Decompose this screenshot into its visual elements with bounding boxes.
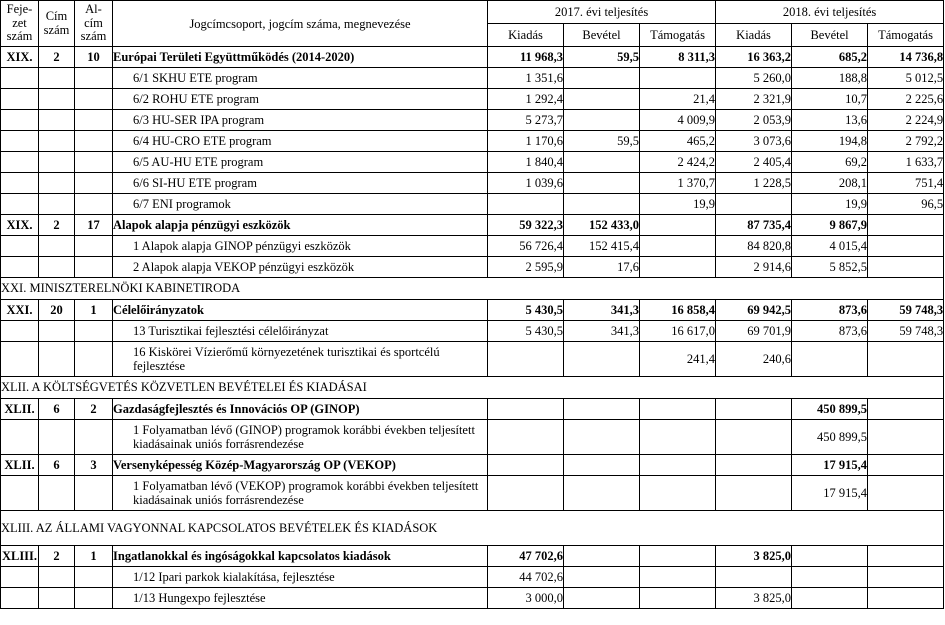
row-fejezet: XLII. xyxy=(1,455,39,476)
row-2017-tamogatas: 8 311,3 xyxy=(640,47,716,68)
row-2017-tamogatas xyxy=(640,588,716,609)
section-heading: XLII. A KÖLTSÉGVETÉS KÖZVETLEN BEVÉTELEI ÉS KIADÁSAI xyxy=(1,377,944,399)
header-alcim-l2: cím xyxy=(84,15,103,30)
row-cim xyxy=(39,588,75,609)
row-2017-kiadas xyxy=(488,194,564,215)
row-2017-tamogatas xyxy=(640,215,716,236)
header-2017-kiadas: Kiadás xyxy=(488,24,564,47)
header-group-2017: 2017. évi teljesítés xyxy=(488,1,716,24)
row-title: Alapok alapja pénzügyi eszközök xyxy=(113,215,488,236)
row-2018-kiadas xyxy=(716,476,792,511)
row-cim xyxy=(39,321,75,342)
row-alcim xyxy=(75,342,113,377)
row-title: 6/4 HU-CRO ETE program xyxy=(113,131,488,152)
row-cim xyxy=(39,476,75,511)
header-alcim-l1: Al- xyxy=(85,1,102,16)
table-row xyxy=(1,588,944,609)
row-cim xyxy=(39,342,75,377)
header-fejezet xyxy=(1,1,39,47)
row-2018-tamogatas xyxy=(868,546,944,567)
row-title: 1 Alapok alapja GINOP pénzügyi eszközök xyxy=(113,236,488,257)
table-row xyxy=(1,321,944,342)
row-2017-kiadas xyxy=(488,420,564,455)
row-2017-kiadas: 1 039,6 xyxy=(488,173,564,194)
row-2018-kiadas: 1 228,5 xyxy=(716,173,792,194)
row-title: Európai Területi Együttműködés (2014-2020) xyxy=(113,47,488,68)
table-row xyxy=(1,476,944,511)
row-2018-bevetel: 450 899,5 xyxy=(792,420,868,455)
row-2017-tamogatas xyxy=(640,476,716,511)
row-fejezet xyxy=(1,567,39,588)
row-2017-tamogatas: 4 009,9 xyxy=(640,110,716,131)
row-title: 1/13 Hungexpo fejlesztése xyxy=(113,588,488,609)
table-row xyxy=(1,300,944,321)
row-fejezet xyxy=(1,476,39,511)
row-alcim: 1 xyxy=(75,546,113,567)
row-title: 6/2 ROHU ETE program xyxy=(113,89,488,110)
table-row xyxy=(1,236,944,257)
row-2017-bevetel xyxy=(564,476,640,511)
row-cim xyxy=(39,194,75,215)
row-2017-kiadas: 5 273,7 xyxy=(488,110,564,131)
table-body xyxy=(1,47,944,609)
row-2018-bevetel: 208,1 xyxy=(792,173,868,194)
row-2017-bevetel xyxy=(564,173,640,194)
row-2017-bevetel xyxy=(564,399,640,420)
row-2018-bevetel: 10,7 xyxy=(792,89,868,110)
row-2018-kiadas xyxy=(716,194,792,215)
row-alcim xyxy=(75,68,113,89)
row-alcim xyxy=(75,420,113,455)
row-fejezet xyxy=(1,588,39,609)
row-2018-bevetel: 194,8 xyxy=(792,131,868,152)
row-2018-bevetel xyxy=(792,546,868,567)
row-cim xyxy=(39,152,75,173)
row-fejezet: XIX. xyxy=(1,215,39,236)
row-2017-tamogatas: 21,4 xyxy=(640,89,716,110)
row-2017-kiadas xyxy=(488,455,564,476)
row-cim xyxy=(39,236,75,257)
header-fejezet-l3: szám xyxy=(6,29,33,44)
row-fejezet: XLII. xyxy=(1,399,39,420)
header-group-2018: 2018. évi teljesítés xyxy=(716,1,944,24)
row-2017-tamogatas: 16 617,0 xyxy=(640,321,716,342)
table-row xyxy=(1,89,944,110)
row-fejezet xyxy=(1,131,39,152)
row-2017-bevetel: 152 433,0 xyxy=(564,215,640,236)
row-2018-bevetel: 188,8 xyxy=(792,68,868,89)
row-2018-bevetel: 17 915,4 xyxy=(792,476,868,511)
header-2018-bevetel: Bevétel xyxy=(792,24,868,47)
row-2018-bevetel: 13,6 xyxy=(792,110,868,131)
row-2018-kiadas xyxy=(716,420,792,455)
table-row xyxy=(1,342,944,377)
row-title: 2 Alapok alapja VEKOP pénzügyi eszközök xyxy=(113,257,488,278)
row-title: 13 Turisztikai fejlesztési célelőirányzat xyxy=(113,321,488,342)
row-2017-tamogatas: 1 370,7 xyxy=(640,173,716,194)
row-2018-tamogatas: 2 224,9 xyxy=(868,110,944,131)
row-cim xyxy=(39,173,75,194)
row-2017-tamogatas: 2 424,2 xyxy=(640,152,716,173)
row-2017-tamogatas xyxy=(640,257,716,278)
row-alcim: 3 xyxy=(75,455,113,476)
row-2017-kiadas xyxy=(488,476,564,511)
row-fejezet xyxy=(1,342,39,377)
row-2018-bevetel xyxy=(792,567,868,588)
row-2017-bevetel xyxy=(564,194,640,215)
row-fejezet xyxy=(1,110,39,131)
header-2017-bevetel: Bevétel xyxy=(564,24,640,47)
row-2018-tamogatas: 96,5 xyxy=(868,194,944,215)
row-alcim xyxy=(75,89,113,110)
row-alcim xyxy=(75,131,113,152)
row-alcim xyxy=(75,257,113,278)
row-2018-kiadas: 2 405,4 xyxy=(716,152,792,173)
row-alcim xyxy=(75,567,113,588)
table-row xyxy=(1,215,944,236)
row-2018-tamogatas xyxy=(868,236,944,257)
row-2018-kiadas: 69 701,9 xyxy=(716,321,792,342)
row-fejezet: XIX. xyxy=(1,47,39,68)
row-2017-kiadas: 5 430,5 xyxy=(488,321,564,342)
header-fejezet-l2: zet xyxy=(12,15,27,30)
row-2017-tamogatas xyxy=(640,546,716,567)
table-row xyxy=(1,152,944,173)
row-2017-bevetel: 59,5 xyxy=(564,47,640,68)
row-2017-bevetel xyxy=(564,546,640,567)
row-cim xyxy=(39,420,75,455)
row-2018-bevetel: 9 867,9 xyxy=(792,215,868,236)
row-2018-bevetel xyxy=(792,342,868,377)
row-2018-bevetel: 4 015,4 xyxy=(792,236,868,257)
row-title: 1 Folyamatban lévő (GINOP) programok korábbi években teljesített kiadásainak uniós forrásrendezése xyxy=(113,420,488,455)
row-2017-tamogatas: 241,4 xyxy=(640,342,716,377)
row-cim xyxy=(39,567,75,588)
row-2018-bevetel xyxy=(792,588,868,609)
row-2018-kiadas: 87 735,4 xyxy=(716,215,792,236)
header-cim xyxy=(39,1,75,47)
row-2018-tamogatas xyxy=(868,455,944,476)
row-2017-bevetel xyxy=(564,342,640,377)
row-title: Célelőirányzatok xyxy=(113,300,488,321)
row-cim: 2 xyxy=(39,546,75,567)
table-row xyxy=(1,399,944,420)
row-2017-tamogatas xyxy=(640,399,716,420)
row-2018-kiadas: 2 321,9 xyxy=(716,89,792,110)
row-2018-kiadas xyxy=(716,399,792,420)
header-fejezet-l1: Feje- xyxy=(6,1,33,16)
row-2018-bevetel: 685,2 xyxy=(792,47,868,68)
row-2018-tamogatas xyxy=(868,420,944,455)
row-2018-kiadas: 3 825,0 xyxy=(716,546,792,567)
row-2017-tamogatas: 19,9 xyxy=(640,194,716,215)
header-alcim xyxy=(75,1,113,47)
row-2017-bevetel: 17,6 xyxy=(564,257,640,278)
row-2018-kiadas: 3 825,0 xyxy=(716,588,792,609)
row-2017-kiadas: 1 292,4 xyxy=(488,89,564,110)
row-fejezet xyxy=(1,68,39,89)
row-cim: 6 xyxy=(39,399,75,420)
row-2017-bevetel: 152 415,4 xyxy=(564,236,640,257)
row-2017-kiadas: 1 351,6 xyxy=(488,68,564,89)
row-title: Versenyképesség Közép-Magyarország OP (VEKOP) xyxy=(113,455,488,476)
row-2018-kiadas xyxy=(716,455,792,476)
section-heading: XLIII. AZ ÁLLAMI VAGYONNAL KAPCSOLATOS BEVÉTELEK ÉS KIADÁSOK xyxy=(1,511,944,546)
row-2017-bevetel xyxy=(564,110,640,131)
row-fejezet: XLIII. xyxy=(1,546,39,567)
row-2017-bevetel xyxy=(564,89,640,110)
row-2018-tamogatas xyxy=(868,476,944,511)
row-2018-tamogatas xyxy=(868,215,944,236)
row-fejezet xyxy=(1,152,39,173)
row-2018-tamogatas xyxy=(868,342,944,377)
row-2018-tamogatas xyxy=(868,257,944,278)
row-cim: 2 xyxy=(39,215,75,236)
row-cim: 2 xyxy=(39,47,75,68)
row-alcim: 17 xyxy=(75,215,113,236)
table-row xyxy=(1,68,944,89)
row-alcim xyxy=(75,236,113,257)
row-fejezet xyxy=(1,194,39,215)
row-2018-kiadas: 2 914,6 xyxy=(716,257,792,278)
row-2018-bevetel: 873,6 xyxy=(792,321,868,342)
row-2017-kiadas: 56 726,4 xyxy=(488,236,564,257)
row-alcim: 2 xyxy=(75,399,113,420)
row-2018-tamogatas xyxy=(868,567,944,588)
row-2018-kiadas: 84 820,8 xyxy=(716,236,792,257)
header-cim-l2: szám xyxy=(43,22,70,37)
row-2017-kiadas: 11 968,3 xyxy=(488,47,564,68)
row-2017-kiadas: 59 322,3 xyxy=(488,215,564,236)
row-2018-tamogatas: 2 225,6 xyxy=(868,89,944,110)
row-2018-kiadas: 16 363,2 xyxy=(716,47,792,68)
header-2017-tamogatas: Támogatás xyxy=(640,24,716,47)
row-2017-bevetel xyxy=(564,68,640,89)
row-cim: 20 xyxy=(39,300,75,321)
row-2017-tamogatas xyxy=(640,68,716,89)
row-alcim xyxy=(75,476,113,511)
row-2017-tamogatas: 16 858,4 xyxy=(640,300,716,321)
row-title: 6/7 ENI programok xyxy=(113,194,488,215)
row-2018-kiadas: 5 260,0 xyxy=(716,68,792,89)
row-2018-bevetel: 5 852,5 xyxy=(792,257,868,278)
row-cim xyxy=(39,131,75,152)
row-alcim xyxy=(75,321,113,342)
row-2017-kiadas: 3 000,0 xyxy=(488,588,564,609)
row-fejezet xyxy=(1,89,39,110)
row-2017-kiadas: 47 702,6 xyxy=(488,546,564,567)
header-2018-kiadas: Kiadás xyxy=(716,24,792,47)
row-2018-tamogatas: 59 748,3 xyxy=(868,321,944,342)
row-title: 1/12 Ipari parkok kialakítása, fejlesztése xyxy=(113,567,488,588)
row-fejezet: XXI. xyxy=(1,300,39,321)
row-2017-bevetel: 341,3 xyxy=(564,321,640,342)
table-row xyxy=(1,131,944,152)
row-2017-kiadas xyxy=(488,342,564,377)
row-2017-kiadas xyxy=(488,399,564,420)
row-2018-tamogatas: 2 792,2 xyxy=(868,131,944,152)
row-fejezet xyxy=(1,321,39,342)
table-row xyxy=(1,420,944,455)
row-fejezet xyxy=(1,257,39,278)
row-2017-bevetel: 341,3 xyxy=(564,300,640,321)
row-2017-bevetel xyxy=(564,455,640,476)
row-2018-kiadas: 2 053,9 xyxy=(716,110,792,131)
row-2017-kiadas: 1 840,4 xyxy=(488,152,564,173)
row-alcim: 1 xyxy=(75,300,113,321)
row-fejezet xyxy=(1,420,39,455)
section-heading: XXI. MINISZTERELNÖKI KABINETIRODA xyxy=(1,278,944,300)
row-cim xyxy=(39,257,75,278)
table-header xyxy=(1,1,944,47)
row-2018-tamogatas: 5 012,5 xyxy=(868,68,944,89)
row-cim xyxy=(39,110,75,131)
row-2018-tamogatas: 751,4 xyxy=(868,173,944,194)
row-2018-kiadas: 69 942,5 xyxy=(716,300,792,321)
row-title: Gazdaságfejlesztés és Innovációs OP (GINOP) xyxy=(113,399,488,420)
row-2018-tamogatas: 14 736,8 xyxy=(868,47,944,68)
table-row xyxy=(1,194,944,215)
row-alcim xyxy=(75,152,113,173)
row-2018-tamogatas: 59 748,3 xyxy=(868,300,944,321)
row-cim: 6 xyxy=(39,455,75,476)
row-2018-kiadas: 240,6 xyxy=(716,342,792,377)
row-alcim: 10 xyxy=(75,47,113,68)
row-2017-kiadas: 44 702,6 xyxy=(488,567,564,588)
row-title: 16 Kiskörei Vízierőmű környezetének turisztikai és sportcélú fejlesztése xyxy=(113,342,488,377)
row-alcim xyxy=(75,173,113,194)
row-2017-kiadas: 2 595,9 xyxy=(488,257,564,278)
row-2018-bevetel: 17 915,4 xyxy=(792,455,868,476)
header-cim-l1: Cím xyxy=(45,8,68,23)
row-fejezet xyxy=(1,173,39,194)
row-2018-tamogatas: 1 633,7 xyxy=(868,152,944,173)
table-row xyxy=(1,257,944,278)
table-row xyxy=(1,455,944,476)
row-2017-tamogatas xyxy=(640,236,716,257)
row-2017-kiadas: 1 170,6 xyxy=(488,131,564,152)
row-title: 1 Folyamatban lévő (VEKOP) programok korábbi években teljesített kiadásainak uniós forrásrendezése xyxy=(113,476,488,511)
row-alcim xyxy=(75,110,113,131)
row-2017-tamogatas xyxy=(640,455,716,476)
row-cim xyxy=(39,68,75,89)
row-alcim xyxy=(75,194,113,215)
row-2017-bevetel xyxy=(564,420,640,455)
header-2018-tamogatas: Támogatás xyxy=(868,24,944,47)
table-row xyxy=(1,567,944,588)
row-2017-tamogatas: 465,2 xyxy=(640,131,716,152)
row-2017-tamogatas xyxy=(640,420,716,455)
table-row xyxy=(1,110,944,131)
row-2017-bevetel xyxy=(564,152,640,173)
table-row xyxy=(1,546,944,567)
row-2017-bevetel: 59,5 xyxy=(564,131,640,152)
row-2018-bevetel: 450 899,5 xyxy=(792,399,868,420)
row-2018-bevetel: 873,6 xyxy=(792,300,868,321)
table-row xyxy=(1,47,944,68)
row-title: 6/1 SKHU ETE program xyxy=(113,68,488,89)
row-title: 6/5 AU-HU ETE program xyxy=(113,152,488,173)
row-title: 6/3 HU-SER IPA program xyxy=(113,110,488,131)
row-2018-kiadas xyxy=(716,567,792,588)
row-2017-kiadas: 5 430,5 xyxy=(488,300,564,321)
row-title: Ingatlanokkal és ingóságokkal kapcsolatos kiadások xyxy=(113,546,488,567)
row-2018-bevetel: 69,2 xyxy=(792,152,868,173)
row-cim xyxy=(39,89,75,110)
row-2017-bevetel xyxy=(564,567,640,588)
row-2018-bevetel: 19,9 xyxy=(792,194,868,215)
row-title: 6/6 SI-HU ETE program xyxy=(113,173,488,194)
row-fejezet xyxy=(1,236,39,257)
row-2017-bevetel xyxy=(564,588,640,609)
row-2018-kiadas: 3 073,6 xyxy=(716,131,792,152)
header-name: Jogcímcsoport, jogcím száma, megnevezése xyxy=(113,1,488,47)
row-2018-tamogatas xyxy=(868,399,944,420)
row-2018-tamogatas xyxy=(868,588,944,609)
header-alcim-l3: szám xyxy=(80,29,107,44)
row-alcim xyxy=(75,588,113,609)
table-row xyxy=(1,173,944,194)
row-2017-tamogatas xyxy=(640,567,716,588)
